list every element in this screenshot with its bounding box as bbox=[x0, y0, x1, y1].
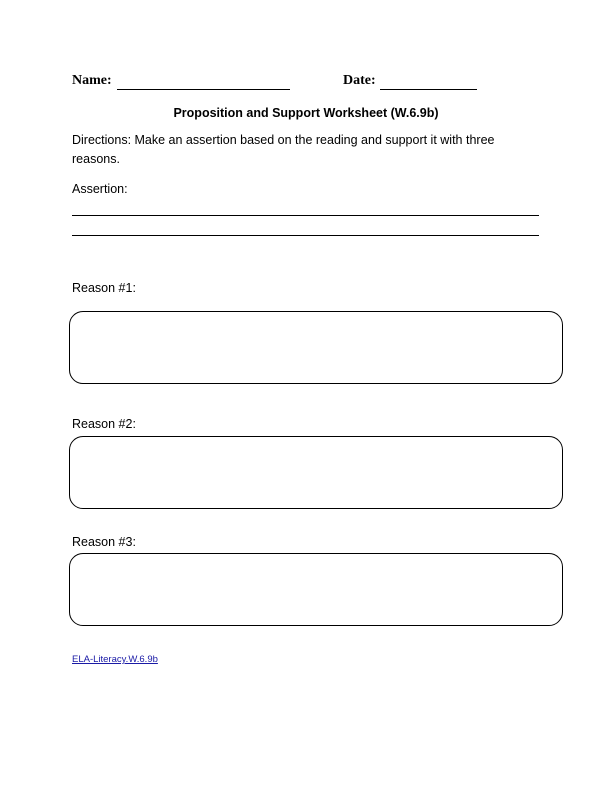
date-field[interactable] bbox=[380, 89, 477, 90]
reason-1-box[interactable] bbox=[69, 311, 563, 384]
assertion-label: Assertion: bbox=[72, 182, 128, 196]
assertion-line-2[interactable] bbox=[72, 235, 539, 236]
reason-2-box[interactable] bbox=[69, 436, 563, 509]
reason-2-label: Reason #2: bbox=[72, 417, 136, 431]
standard-link[interactable]: ELA-Literacy.W.6.9b bbox=[72, 654, 158, 665]
directions-line-1: Directions: Make an assertion based on the reading and support it with three bbox=[72, 133, 495, 147]
reason-1-label: Reason #1: bbox=[72, 281, 136, 295]
reason-3-label: Reason #3: bbox=[72, 535, 136, 549]
assertion-line-1[interactable] bbox=[72, 215, 539, 216]
date-label: Date: bbox=[343, 73, 376, 88]
directions-line-2: reasons. bbox=[72, 152, 120, 166]
name-field[interactable] bbox=[117, 89, 290, 90]
reason-3-box[interactable] bbox=[69, 553, 563, 626]
name-label: Name: bbox=[72, 73, 112, 88]
worksheet-title: Proposition and Support Worksheet (W.6.9b) bbox=[173, 106, 439, 120]
